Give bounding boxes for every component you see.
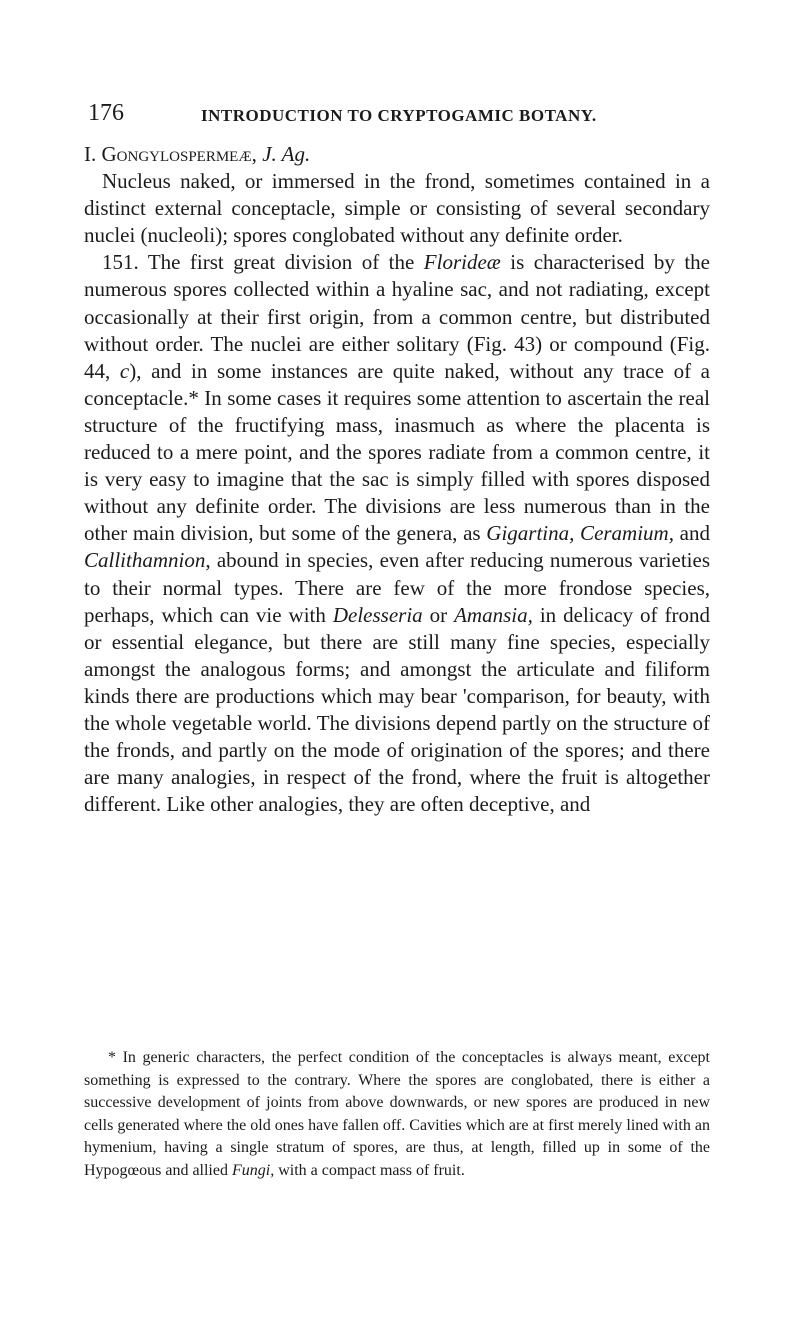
section-heading bbox=[84, 141, 710, 168]
text-run: with a compact mass of fruit. bbox=[274, 1161, 465, 1179]
body-paragraph bbox=[84, 249, 710, 818]
footnote-divider bbox=[380, 1030, 550, 1031]
italic-term: Florideæ bbox=[423, 250, 501, 275]
footnote-text bbox=[84, 1047, 710, 1183]
footnote bbox=[84, 1047, 710, 1183]
italic-term: c bbox=[119, 358, 130, 383]
italic-term: Fungi, bbox=[231, 1161, 275, 1179]
page-header bbox=[88, 100, 718, 132]
text-run: is characterised by the numerous spores collected within a hyaline sac, and not radiating, except occasionally at their first origin, from a common centre, but distributed without order. The nuclei are either solitary (Fig. 43) or compound (Fig. 44, bbox=[84, 250, 711, 383]
section-numeral: I. bbox=[84, 142, 97, 166]
text-run: in delicacy of frond or essential elegance, but there are still many fine species, especially amongst the analogous forms; and amongst the articulate and filiform kinds there are productions which may bear 'comparison, for beauty, with the whole vegetable world. The divisions depend partly on the structure of the fronds, and partly on the mode of origination of the spores; and there are many analogies, in respect of the frond, where the fruit is altogether different. Like other analogies, they are often deceptive, and bbox=[84, 602, 710, 817]
section-title: Gongylospermeæ, bbox=[101, 142, 257, 166]
running-title: INTRODUCTION TO CRYPTOGAMIC BOTANY. bbox=[201, 106, 597, 125]
text-run: 151. The first great division of the bbox=[102, 250, 424, 275]
text-run: and bbox=[673, 521, 710, 546]
italic-term: Delesseria bbox=[332, 602, 423, 627]
italic-term: Amansia, bbox=[454, 602, 533, 627]
section-description: Nucleus naked, or immersed in the frond, sometimes contained in a distinct external conceptacle, simple or consisting of several secondary nuclei (nucleoli); spores conglobated without any definite order. bbox=[84, 169, 710, 248]
page-number: 176 bbox=[88, 100, 124, 126]
italic-term: Callithamnion, bbox=[84, 548, 211, 573]
main-text bbox=[84, 141, 710, 818]
text-run: * In generic characters, the perfect condition of the conceptacles is always meant, except something is expressed to the contrary. Where the spores are conglobated, there is either a successive development of joints from above downwards, or new spores are produced in new cells generated where the old ones have fallen off. Cavities which are at first merely lined with an hymenium, having a single stratum of spores, are thus, at length, filled up in some of the Hypogœous and allied bbox=[84, 1049, 710, 1179]
section-authority: J. Ag. bbox=[262, 142, 311, 166]
text-run: ), and in some instances are quite naked, without any trace of a conceptacle.* In some cases it requires some attention to ascertain the real structure of the fructifying mass, inasmuch as where the placenta is reduced to a mere point, and the spores radiate from a common centre, it is very easy to imagine that the sac is simply filled with spores disposed without any definite order. The divisions are less numerous than in the other main division, but some of the genera, as bbox=[84, 358, 711, 546]
text-run: abound in species, even after reducing numerous varieties to their normal types. There are few of the more frondose species, perhaps, which can vie with bbox=[84, 548, 710, 627]
italic-term: Gigartina, Ceramium, bbox=[486, 521, 674, 546]
text-run: or bbox=[422, 602, 455, 627]
